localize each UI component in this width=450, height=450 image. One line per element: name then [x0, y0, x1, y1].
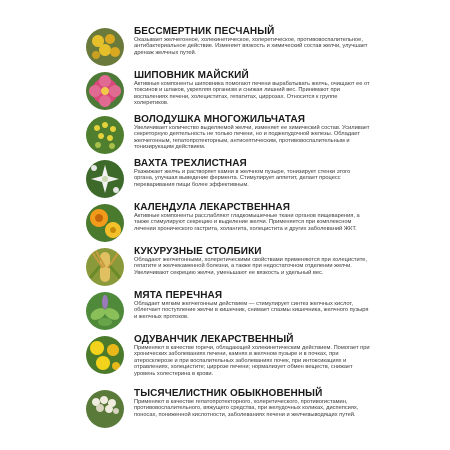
herb-description: Разжижает желчь и растворяет камни в желчном пузыре, тонизирует стенки этого органа, улучшая выведение фермента. Стимулирует аппетит, делает процесс переваривания пищи более эффективным. — [134, 169, 351, 188]
flower-icon — [86, 72, 124, 110]
flower-icon — [86, 28, 124, 66]
herb-description: Активные компоненты расслабляют гладкомышечные ткани органов пищеварения, а также стимулируют секрецию и выделение желчи. Применяется при комплексном лечении хронического гастрита, холангита, холецистита и других заболеваний ЖКТ. — [134, 213, 360, 232]
herb-description: Применяют в качестве гепатопротекторного, холеретического, противогистамин, противовоспалительного, вяжущего средства, при желудочных коликах, диспепсиях, поносах, пониженной кислотности, заболеваниях печени и желчевыводящих путей. — [134, 399, 359, 418]
herb-description: Обладает мягким желчегонным действием — стимулирует синтез желчных кислот, облегчает поступление желчи в кишечник, снимает спазмы кишечника, желчного пузыря и желчных протоков. — [134, 301, 369, 320]
herb-description: Активные компоненты шиповника помогают печени вырабатывать желчь, очищают ее от токсинов и шлаков, укрепляя организм и снижая лишний вес. Принимают при воспалениях печени, холециститах, гепатитах, циррозах. Относится к группе холеретиков. — [134, 81, 370, 107]
leaf-icon — [86, 292, 124, 330]
corn-icon — [86, 248, 124, 286]
herb-item-bupleurum — [0, 114, 450, 158]
flower-icon — [86, 204, 124, 242]
peppermint-photo — [86, 292, 124, 330]
herb-description: Оказывает желчегонное, холекинетическое, холеретическое, противовоспалительное, антибактериальное действие. Изменяет вязкость и химический состав желчи, улучшает дренаж желчных путей. — [134, 37, 368, 56]
immortelle-photo — [86, 28, 124, 66]
herb-name: ШИПОВНИК МАЙСКИЙ — [134, 70, 249, 81]
herb-item-bogbean — [0, 158, 450, 202]
bogbean-photo — [86, 160, 124, 198]
herb-name: МЯТА ПЕРЕЧНАЯ — [134, 290, 223, 301]
herb-item-calendula — [0, 202, 450, 246]
herb-description: Применяют в качестве горечи, обладающей холекинетическим действием. Помогает при хронических заболеваниях печени, камнях в желчном пузыре и в почках, при атеросклерозе и при воспалительных заболеваниях почек, при интоксикациях и отравлениях, холецистите; циррозе печени; нормализует обмен веществ, снижает уровень холестерина в крови. — [134, 345, 370, 377]
corn-silk-photo — [86, 248, 124, 286]
herb-name: КУКУРУЗНЫЕ СТОЛБИКИ — [134, 246, 262, 257]
yarrow-photo — [86, 390, 124, 428]
herb-item-yarrow — [0, 388, 450, 432]
rosehip-photo — [86, 72, 124, 110]
herb-name: ТЫСЯЧЕЛИСТНИК ОБЫКНОВЕННЫЙ — [134, 388, 323, 399]
calendula-photo — [86, 204, 124, 242]
herb-item-rosehip — [0, 70, 450, 114]
flower-icon — [86, 160, 124, 198]
bupleurum-photo — [86, 116, 124, 154]
herb-description: Обладают желчегонными, холеретическими свойствами применяются при холецистите, гепатите и желчекаменной болезни, а также при недостаточном отделении желчи. Увеличивают секрецию желчи, уменьшают ее вязкость и удельный вес. — [134, 257, 367, 276]
herb-item-immortelle — [0, 26, 450, 70]
herb-name: ОДУВАНЧИК ЛЕКАРСТВЕННЫЙ — [134, 334, 294, 345]
flower-icon — [86, 336, 124, 374]
herb-item-dandelion — [0, 334, 450, 378]
herb-name: ВАХТА ТРЕХЛИСТНАЯ — [134, 158, 247, 169]
herb-name: ВОЛОДУШКА МНОГОЖИЛЬЧАТАЯ — [134, 114, 306, 125]
herb-item-peppermint — [0, 290, 450, 334]
dandelion-photo — [86, 336, 124, 374]
flower-icon — [86, 116, 124, 154]
herb-name: БЕССМЕРТНИК ПЕСЧАНЫЙ — [134, 26, 275, 37]
herb-description: Увеличивает количество выделяемой желчи, изменяет ее химический состав. Усиливает секреторную деятельность не только печени, но и поджелудочной железы. Обладает желчегонным, гепатопротекторным, антисептическим, противовоспалительным и тонизирующим действием. — [134, 125, 370, 151]
flower-icon — [86, 390, 124, 428]
herb-item-corn-silk — [0, 246, 450, 290]
herb-name: КАЛЕНДУЛА ЛЕКАРСТВЕННАЯ — [134, 202, 291, 213]
